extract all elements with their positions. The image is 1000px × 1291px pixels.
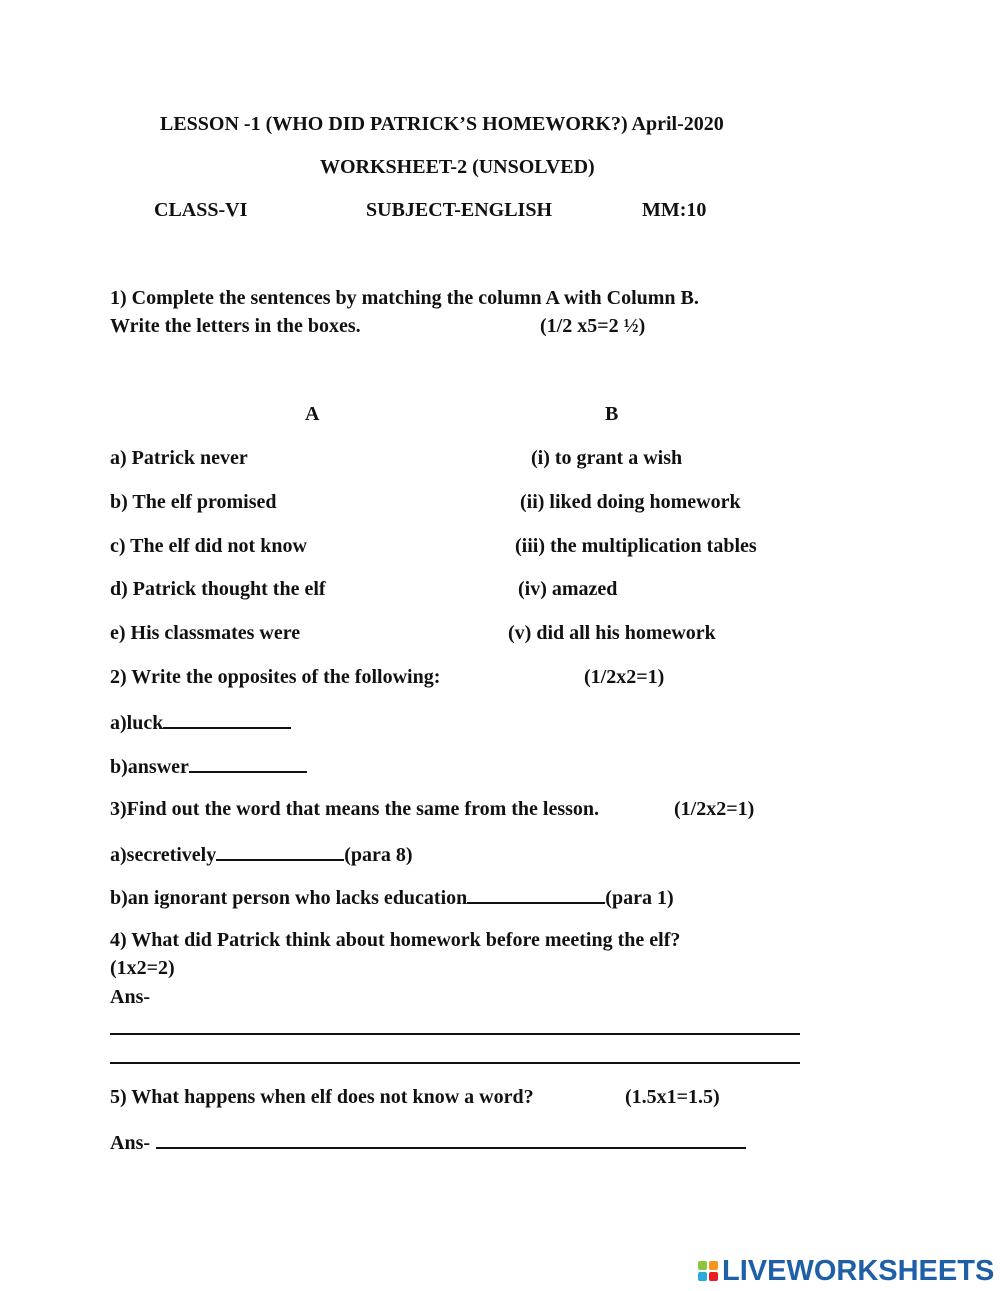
q3-item-a bbox=[110, 841, 413, 867]
column-b-item: (ii) liked doing homework bbox=[520, 491, 741, 513]
column-a-item: b) The elf promised bbox=[110, 491, 277, 513]
column-b-item: (v) did all his homework bbox=[508, 622, 716, 644]
q5-question: 5) What happens when elf does not know a word? bbox=[110, 1086, 534, 1108]
logo-text: LIVEWORKSHEETS bbox=[722, 1254, 995, 1287]
column-b-heading: B bbox=[605, 403, 619, 425]
logo-square-icon bbox=[709, 1261, 718, 1270]
q2-item-b bbox=[110, 753, 307, 779]
worksheet-title: WORKSHEET-2 (UNSOLVED) bbox=[320, 156, 595, 178]
column-a-item: c) The elf did not know bbox=[110, 535, 307, 557]
answer-line[interactable] bbox=[156, 1129, 746, 1149]
subject-label: SUBJECT-ENGLISH bbox=[366, 199, 552, 221]
liveworksheets-logo[interactable] bbox=[698, 1254, 994, 1288]
column-a-heading: A bbox=[305, 403, 320, 425]
class-label: CLASS-VI bbox=[154, 199, 248, 221]
liveworksheets-mark-icon bbox=[698, 1261, 718, 1281]
answer-blank[interactable] bbox=[216, 841, 344, 861]
answer-blank[interactable] bbox=[467, 884, 605, 904]
q3-item-b bbox=[110, 884, 674, 910]
q3-item-a-label: a)secretively bbox=[110, 844, 217, 866]
q4-question: 4) What did Patrick think about homework before meeting the elf? bbox=[110, 929, 681, 951]
max-marks-label: MM:10 bbox=[642, 199, 707, 221]
q5-answer bbox=[110, 1129, 746, 1155]
q3-question: 3)Find out the word that means the same from the lesson. bbox=[110, 798, 600, 820]
q2-item-a-label: a)luck bbox=[110, 712, 164, 734]
q4-ans-label: Ans- bbox=[110, 986, 151, 1008]
logo-square-icon bbox=[709, 1272, 718, 1281]
q5-marks: (1.5x1=1.5) bbox=[625, 1086, 720, 1108]
q2-item-a bbox=[110, 709, 291, 735]
q5-ans-label: Ans- bbox=[110, 1132, 151, 1154]
column-a-item: d) Patrick thought the elf bbox=[110, 578, 326, 600]
q3-item-b-label: b)an ignorant person who lacks education bbox=[110, 887, 468, 909]
q4-marks: (1x2=2) bbox=[110, 957, 175, 979]
q1-question-line2: Write the letters in the boxes. bbox=[110, 315, 361, 337]
q3-item-a-para: (para 8) bbox=[344, 844, 413, 866]
q2-marks: (1/2x2=1) bbox=[584, 666, 665, 688]
answer-line[interactable] bbox=[110, 1062, 800, 1064]
lesson-title: LESSON -1 (WHO DID PATRICK’S HOMEWORK?) April-2020 bbox=[160, 113, 724, 135]
column-b-item: (i) to grant a wish bbox=[531, 447, 683, 469]
column-b-item: (iv) amazed bbox=[518, 578, 618, 600]
q3-marks: (1/2x2=1) bbox=[674, 798, 755, 820]
q1-marks: (1/2 x5=2 ½) bbox=[540, 315, 646, 337]
logo-square-icon bbox=[698, 1272, 707, 1281]
column-a-item: a) Patrick never bbox=[110, 447, 248, 469]
answer-blank[interactable] bbox=[163, 709, 291, 729]
q2-question: 2) Write the opposites of the following: bbox=[110, 666, 441, 688]
answer-line[interactable] bbox=[110, 1033, 800, 1035]
logo-square-icon bbox=[698, 1261, 707, 1270]
column-a-item: e) His classmates were bbox=[110, 622, 301, 644]
q1-question-line1: 1) Complete the sentences by matching the column A with Column B. bbox=[110, 287, 699, 309]
column-b-item: (iii) the multiplication tables bbox=[515, 535, 757, 557]
q2-item-b-label: b)answer bbox=[110, 756, 189, 778]
answer-blank[interactable] bbox=[189, 753, 307, 773]
q3-item-b-para: (para 1) bbox=[605, 887, 674, 909]
